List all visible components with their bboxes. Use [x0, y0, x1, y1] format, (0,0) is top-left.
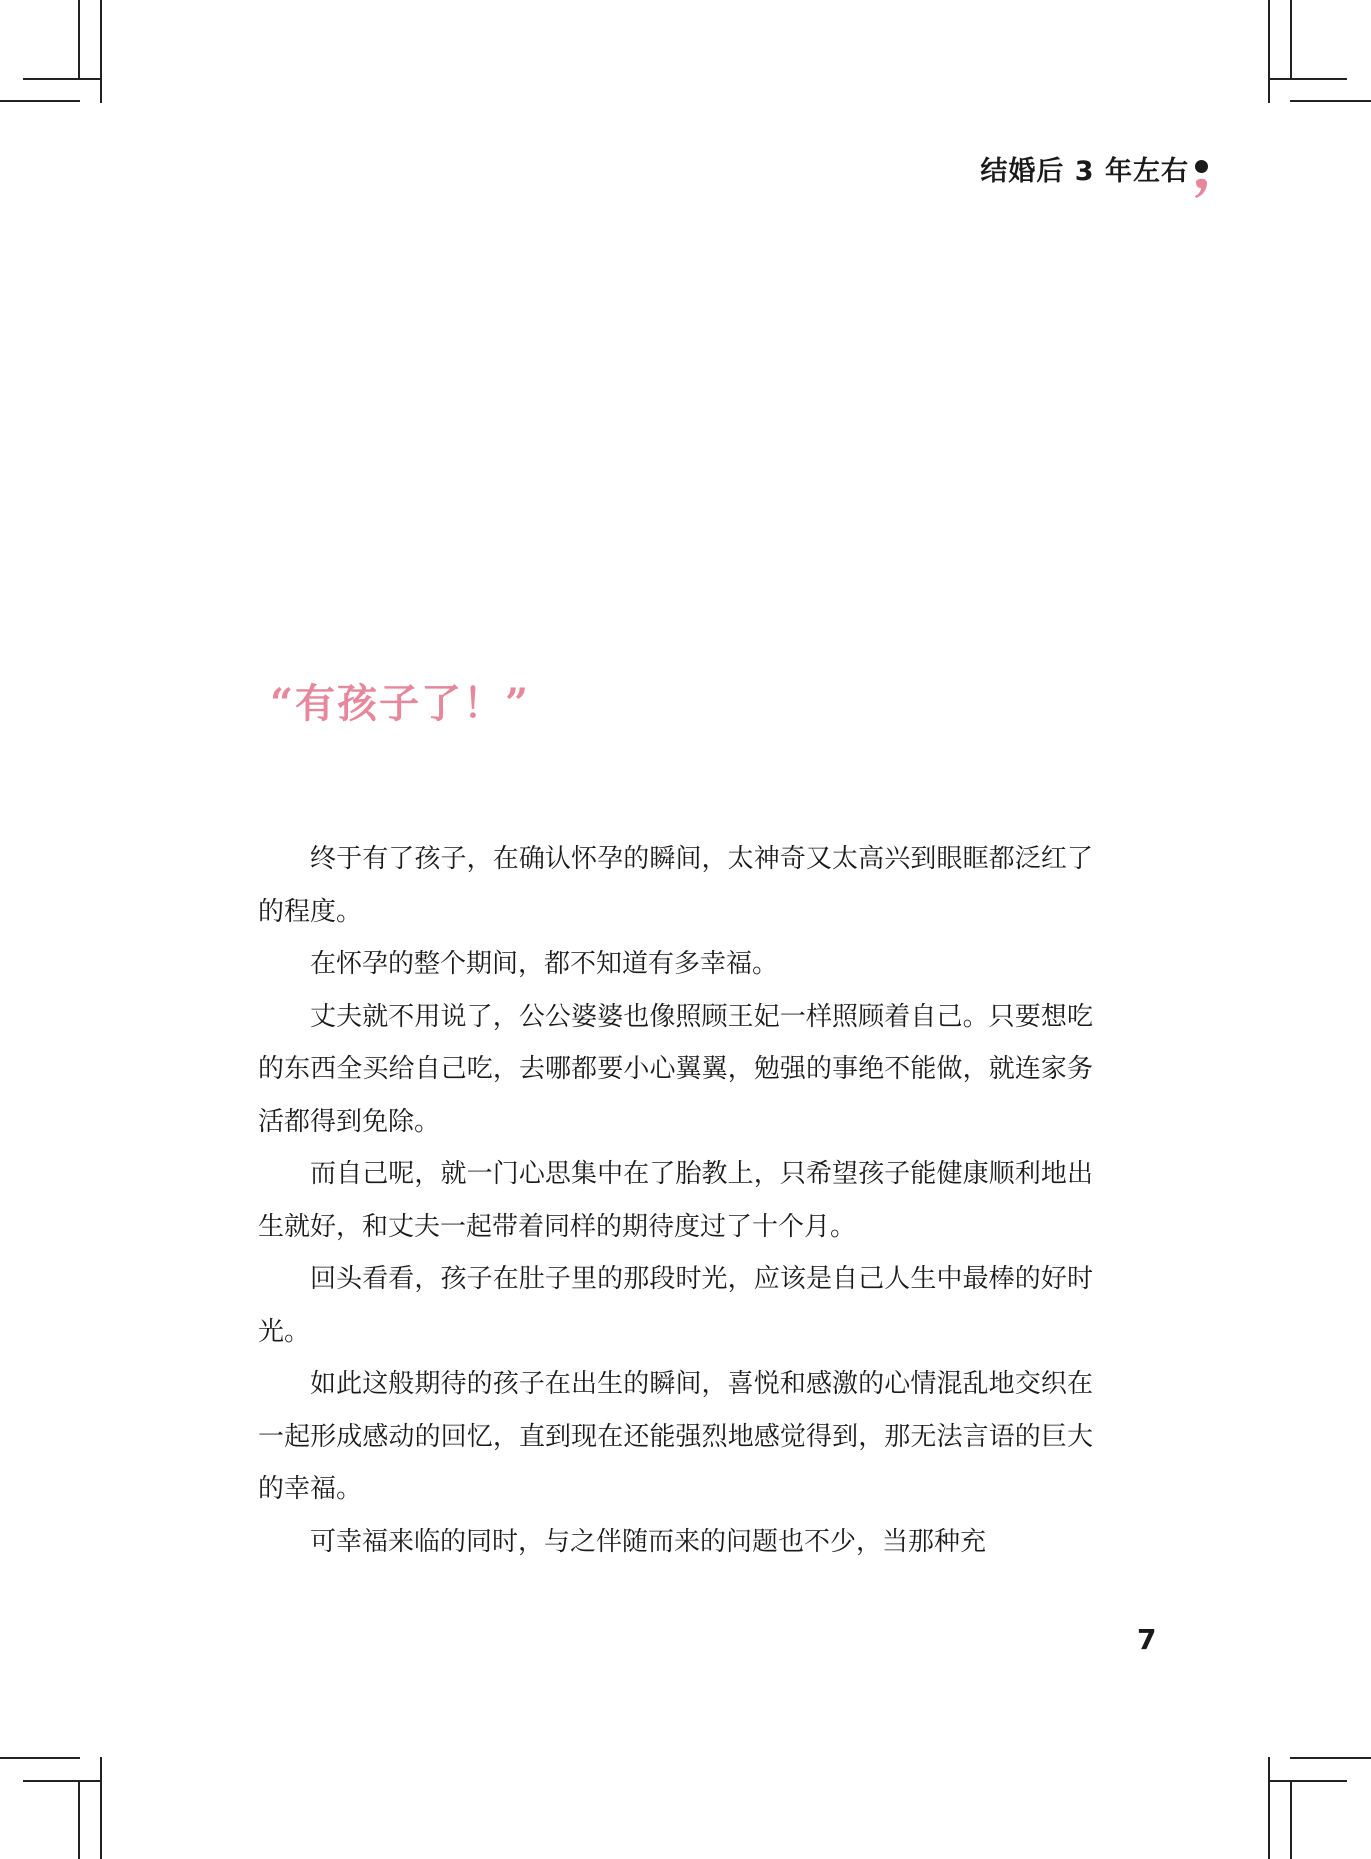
- crop-mark-bottom-right-outer-horizontal: [1290, 1757, 1371, 1759]
- crop-mark-top-left-vertical: [100, 0, 102, 103]
- semicolon-comma: [1194, 177, 1209, 199]
- crop-mark-bottom-left-vertical: [100, 1757, 102, 1859]
- paragraph: 丈夫就不用说了，公公婆婆也像照顾王妃一样照顾着自己。只要想吃的东西全买给自己吃，去哪都要小心翼翼，勉强的事绝不能做，就连家务活都得到免除。: [258, 1001, 1093, 1137]
- crop-mark-bottom-left-horizontal: [23, 1780, 102, 1782]
- paragraph: 在怀孕的整个期间，都不知道有多幸福。: [310, 949, 779, 979]
- crop-mark-top-right-horizontal: [1268, 78, 1347, 80]
- body-text: [258, 833, 1093, 1568]
- semicolon-mark-icon: [1193, 152, 1211, 198]
- crop-mark-bottom-right-horizontal: [1268, 1780, 1347, 1782]
- crop-mark-bottom-right-vertical: [1268, 1757, 1270, 1859]
- crop-mark-bottom-left-outer-vertical: [78, 1780, 80, 1859]
- crop-mark-bottom-left-outer-horizontal: [0, 1757, 80, 1759]
- paragraph: 终于有了孩子，在确认怀孕的瞬间，太神奇又太高兴到眼眶都泛红了的程度。: [258, 844, 1093, 927]
- running-header-title: 结婚后 3 年左右: [980, 156, 1189, 187]
- crop-mark-top-left-outer-vertical: [78, 0, 80, 80]
- section-heading: “有孩子了！”: [270, 680, 531, 727]
- crop-mark-bottom-right-outer-vertical: [1290, 1780, 1292, 1859]
- crop-mark-top-right-outer-horizontal: [1290, 100, 1371, 102]
- semicolon-dot: [1195, 160, 1208, 173]
- paragraph: 而自己呢，就一门心思集中在了胎教上，只希望孩子能健康顺利地出生就好，和丈夫一起带着同样的期待度过了十个月。: [258, 1159, 1093, 1242]
- paragraph: 回头看看，孩子在肚子里的那段时光，应该是自己人生中最棒的好时光。: [258, 1264, 1093, 1347]
- paragraph: 可幸福来临的同时，与之伴随而来的问题也不少，当那种充: [310, 1526, 987, 1557]
- page-number: 7: [1137, 1623, 1157, 1656]
- crop-mark-top-left-horizontal: [23, 78, 102, 80]
- crop-mark-top-right-outer-vertical: [1290, 0, 1292, 80]
- paragraph: 如此这般期待的孩子在出生的瞬间，喜悦和感激的心情混乱地交织在一起形成感动的回忆，直到现在还能强烈地感觉得到，那无法言语的巨大的幸福。: [258, 1369, 1093, 1504]
- crop-mark-top-right-vertical: [1268, 0, 1270, 103]
- crop-mark-top-left-outer-horizontal: [0, 100, 80, 102]
- running-header: [980, 152, 1211, 198]
